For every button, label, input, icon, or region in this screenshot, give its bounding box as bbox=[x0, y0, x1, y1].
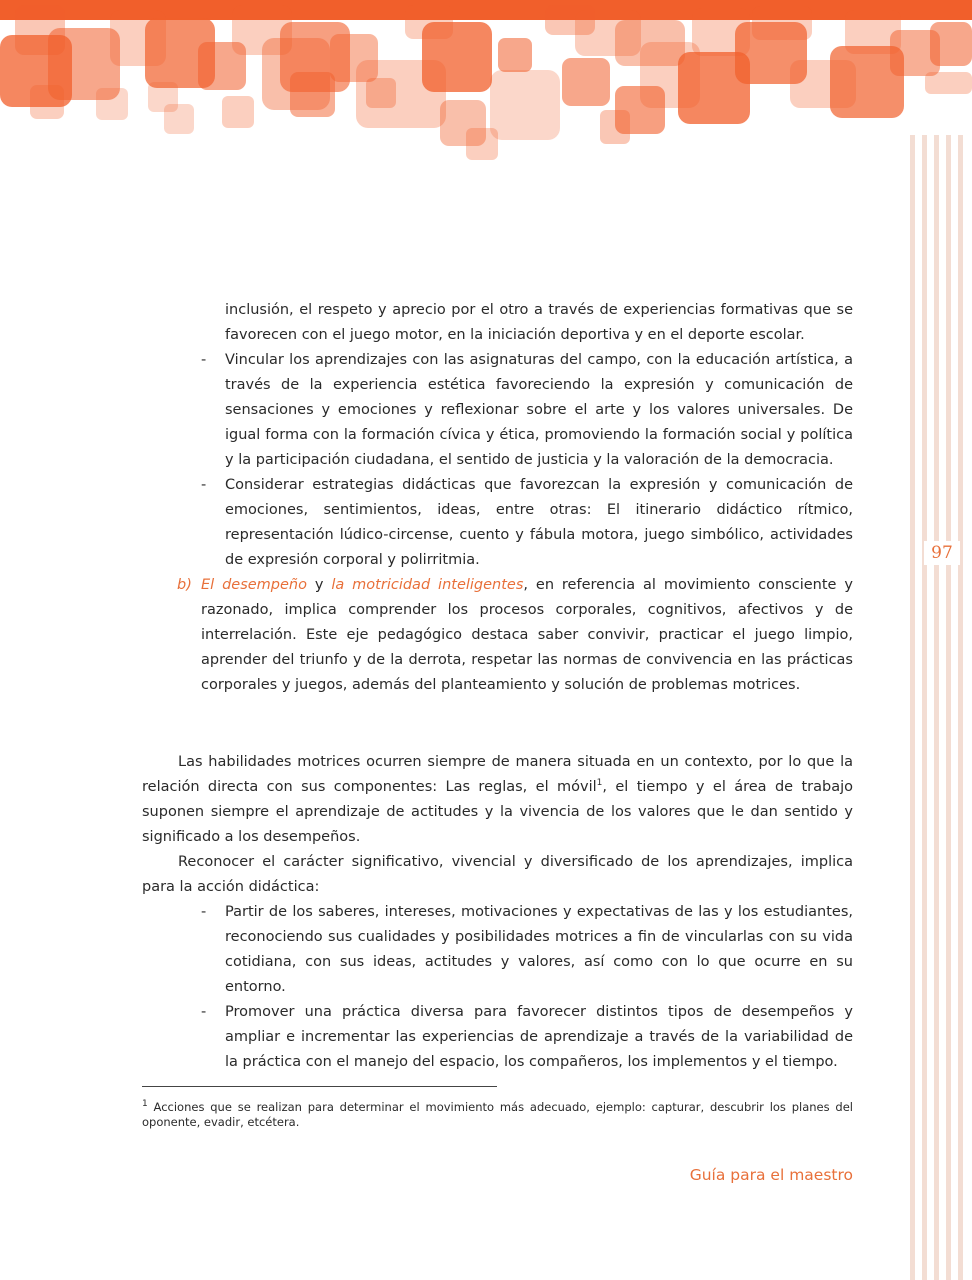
list-item-text: , en referencia al movimiento consciente y razonado, implica comprender los procesos corporales, cognitivos, afectivos y de interrelación. Este eje pedagógico destaca saber convivir, practicar el juego limpio, aprender del triunfo y de la derrota, respetar las normas de convivencia en las prácticas corporales y juegos, además del planteamiento y solución de problemas motrices. bbox=[201, 577, 853, 693]
footnote-mark: 1 bbox=[142, 1099, 148, 1110]
footnote-divider bbox=[142, 1086, 497, 1087]
list-item bbox=[142, 900, 853, 1000]
header-decoration bbox=[0, 0, 972, 160]
paragraph: Las habilidades motrices ocurren siempre de manera situada en un contexto, por lo que la relación directa con sus componentes: Las reglas, el móvil$^1$, el tiempo y el área de trabajo suponen siempre el aprendizaje de actitudes y la vivencia de los valores que le dan sentido y significado a los desempeños. bbox=[142, 754, 853, 845]
side-stripes bbox=[910, 135, 972, 1280]
list-continuation: inclusión, el respeto y aprecio por el otro a través de experiencias formativas que se favorecen con el juego motor, en la iniciación deportiva y en el deporte escolar. bbox=[225, 302, 853, 343]
list-dash: - bbox=[201, 477, 207, 493]
list-item-b bbox=[142, 573, 853, 698]
footer-title: Guía para el maestro bbox=[689, 1166, 853, 1184]
list-item bbox=[142, 1000, 853, 1075]
page-content bbox=[142, 298, 853, 1075]
list-dash: - bbox=[201, 904, 207, 920]
list-item bbox=[142, 473, 853, 573]
list-item-text: Partir de los saberes, intereses, motivaciones y expectativas de las y los estudiantes, reconociendo sus cualidades y posibilidades motrices a fin de vincularlas con su vida cotidiana, con sus ideas, actitudes y valores, así como con lo que ocurre en su entorno. bbox=[225, 904, 853, 995]
page-number: 97 bbox=[924, 541, 960, 565]
highlight-term: la motricidad inteligentes bbox=[331, 577, 524, 593]
footnote: $^1$ Acciones que se realizan para determinar el movimiento más adecuado, ejemplo: capturar, descubrir los planes del oponente, evadir, etcétera. bbox=[142, 1099, 853, 1129]
list-item-text: Promover una práctica diversa para favorecer distintos tipos de desempeños y ampliar e incrementar las experiencias de aprendizaje a través de la variabilidad de la práctica con el manejo del espacio, los compañeros, los implementos y el tiempo. bbox=[225, 1004, 853, 1070]
list-item-text: Considerar estrategias didácticas que favorezcan la expresión y comunicación de emociones, sentimientos, ideas, entre otras: El itinerario didáctico rítmico, representación lúdico-circense, cuento y fábula motora, juego simbólico, actividades de expresión corporal y polirritmia. bbox=[225, 477, 853, 568]
list-dash: - bbox=[201, 352, 207, 368]
highlight-term: El desempeño bbox=[201, 577, 307, 593]
list-marker: b) bbox=[177, 577, 192, 593]
footnote-ref: 1 bbox=[596, 778, 603, 789]
list-item-text: Vincular los aprendizajes con las asignaturas del campo, con la educación artística, a través de la experiencia estética favoreciendo la expresión y comunicación de sensaciones y emociones y reflexionar sobre el arte y los valores universales. De igual forma con la formación cívica y ética, promoviendo la formación social y política y la participación ciudadana, el sentido de justicia y la valoración de la democracia. bbox=[225, 352, 853, 468]
paragraph: Reconocer el carácter significativo, vivencial y diversificado de los aprendizajes, implica para la acción didáctica: bbox=[142, 854, 853, 895]
list-dash: - bbox=[201, 1004, 207, 1020]
list-item bbox=[142, 348, 853, 473]
connector-text: y bbox=[307, 577, 332, 593]
